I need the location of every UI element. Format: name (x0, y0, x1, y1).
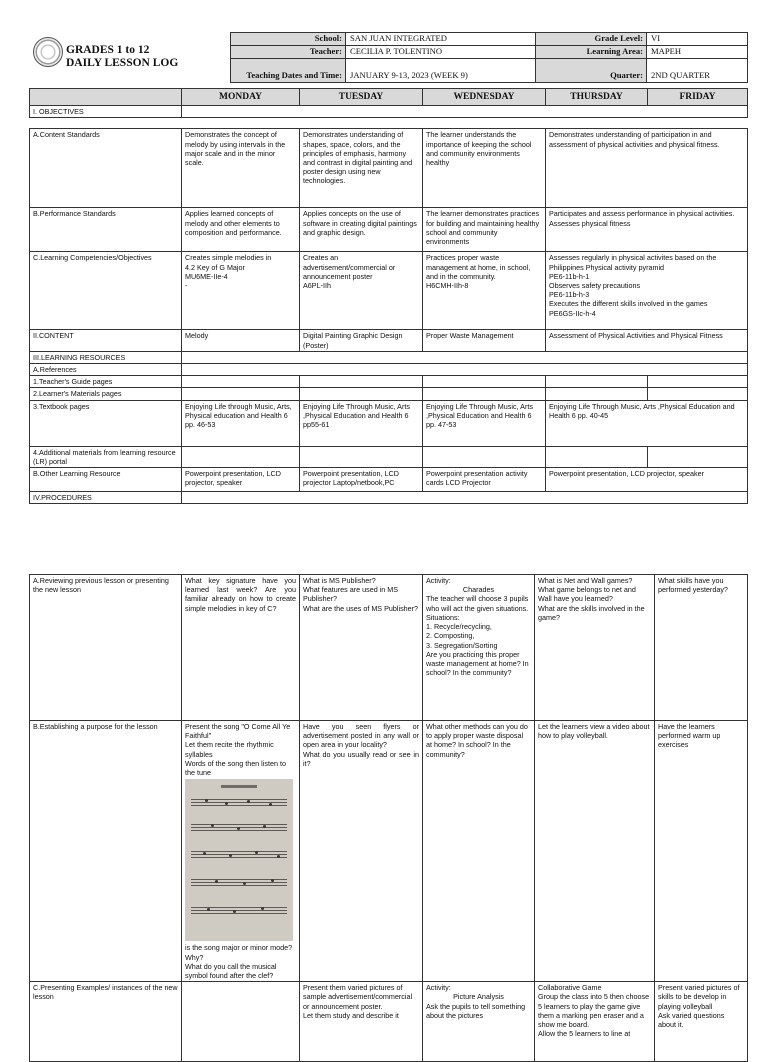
charades-body: The teacher will choose 3 pupils who will act the given situations. Situations: 1. Recycle/recycling, 2. Composting, 3. Segregation/Sorting Are you practicing this proper waste management at home? In school? In the community? (426, 594, 529, 678)
day-header-row (30, 89, 748, 106)
presenting-examples-thu: Collaborative Game Group the class into 5 then choose 5 learners to play the game give them a marking pen eraser and a show me board. Allow the 5 learners to line at (535, 982, 655, 1062)
content-mon: Melody (182, 330, 300, 351)
learners-materials-tue (300, 388, 423, 400)
content-standards-thu-fri: Demonstrates understanding of participation in and assessment of physical activities and physical fitness. (546, 129, 748, 208)
reviewing-lesson-thu: What is Net and Wall games? What game belongs to net and Wall have you learned? What are the skills involved in the game? (535, 575, 655, 721)
title-line1: GRADES 1 to 12 (66, 44, 150, 56)
content-thu-fri: Assessment of Physical Activities and Physical Fitness (546, 330, 748, 351)
dates-value: JANUARY 9-13, 2023 (WEEK 9) (346, 58, 536, 82)
reviewing-lesson-mon: What key signature have you learned last week? Are you familiar already on how to create simple melodies in key of C? (182, 575, 300, 721)
textbook-thu-fri: Enjoying Life Through Music, Arts ,Physical Education and Health 6 pp. 40-45 (546, 400, 748, 446)
day-thursday: THURSDAY (546, 89, 648, 106)
presenting-examples-tue: Present them varied pictures of sample advertisement/commercial or announcement poster. Let them study and describe it (300, 982, 423, 1062)
dates-label: Teaching Dates and Time: (231, 58, 346, 82)
grade-label: Grade Level: (536, 33, 647, 46)
competencies-tue: Creates an advertisement/commercial or announcement poster A6PL-IIh (300, 252, 423, 330)
song-questions: is the song major or minor mode? Why? What do you call the musical symbol found after the clef? (185, 943, 293, 980)
learners-materials-fri (648, 388, 748, 400)
objectives-cell (182, 106, 748, 118)
content-standards-label: A.Content Standards (30, 129, 182, 208)
presenting-examples-fri: Present varied pictures of skills to be develop in playing volleyball Ask varied questions about it. (655, 982, 748, 1062)
procedures-label: IV.PROCEDURES (30, 492, 182, 504)
title-line2: DAILY LESSON LOG (66, 56, 179, 69)
day-header-blank (30, 89, 182, 106)
learners-materials-label: 2.Learner's Materials pages (30, 388, 182, 400)
day-tuesday: TUESDAY (300, 89, 423, 106)
textbook-mon: Enjoying Life through Music, Arts, Physical education and Health 6 pp. 46-53 (182, 400, 300, 446)
resources-cell (182, 351, 748, 363)
procedures-cell (182, 492, 748, 504)
picture-analysis-title: Picture Analysis (453, 992, 504, 1002)
textbook-tue: Enjoying Life Through Music, Arts ,Physical Education and Health 6 pp55-61 (300, 400, 423, 446)
reviewing-lesson-tue: What is MS Publisher? What features are used in MS Publisher? What are the uses of MS Publisher? (300, 575, 423, 721)
charades-title: Charades (462, 585, 495, 595)
content-standards-wed: The learner understands the importance of keeping the school and community environments healthy (423, 129, 546, 208)
teachers-guide-fri (648, 376, 748, 388)
learners-materials-wed (423, 388, 546, 400)
competencies-wed: Practices proper waste management at home, in school, and in the community. H6CMH-IIh-8 (423, 252, 546, 330)
quarter-label: Quarter: (536, 58, 647, 82)
learners-materials-thu (546, 388, 648, 400)
school-value: SAN JUAN INTEGRATED (346, 33, 536, 46)
song-sheet-photo (185, 779, 293, 941)
establishing-purpose-tue: Have you seen flyers or advertisement posted in any wall or open area in your locality? What do you usually read or see in it? (300, 721, 423, 982)
additional-materials-fri (648, 446, 748, 467)
picture-analysis-heading: Activity: (426, 983, 451, 993)
area-value: MAPEH (647, 45, 748, 58)
additional-materials-label: 4.Additional materials from learning resource (LR) portal (30, 446, 182, 467)
reviewing-lesson-label: A.Reviewing previous lesson or presenting the new lesson (30, 575, 182, 721)
teachers-guide-thu (546, 376, 648, 388)
charades-activity-heading: Activity: (426, 576, 451, 585)
day-monday: MONDAY (182, 89, 300, 106)
additional-materials-mon (182, 446, 300, 467)
day-friday: FRIDAY (648, 89, 748, 106)
teacher-label: Teacher: (231, 45, 346, 58)
objectives-label: I. OBJECTIVES (30, 106, 182, 118)
establishing-purpose-wed: What other methods can you do to apply proper waste disposal at home? In school? In the community? (423, 721, 535, 982)
establishing-purpose-mon (182, 721, 300, 982)
performance-standards-mon: Applies learned concepts of melody and other elements to composition and performance. (182, 208, 300, 252)
performance-standards-tue: Applies concepts on the use of software in creating digital paintings and graphic design. (300, 208, 423, 252)
deped-seal-logo (33, 37, 63, 67)
references-label: A.References (30, 364, 182, 376)
lesson-log-table-bottom (29, 574, 748, 1062)
grade-value: VI (647, 33, 748, 46)
teachers-guide-mon (182, 376, 300, 388)
competencies-mon: Creates simple melodies in 4.2 Key of G Major MU6ME-IIe-4 - (182, 252, 300, 330)
day-wednesday: WEDNESDAY (423, 89, 546, 106)
lesson-log-table-top (29, 88, 748, 504)
other-resource-label: B.Other Learning Resource (30, 468, 182, 492)
learners-materials-mon (182, 388, 300, 400)
spacer-row (30, 118, 748, 129)
teachers-guide-tue (300, 376, 423, 388)
competencies-thu-fri: Assesses regularly in physical activites based on the Philippines Physical activity pyramid PE6-11b-h-1 Observes safety precautions PE6-11b-h-3 Executes the different skills involved in the games PE6GS-IIc-h-4 (546, 252, 748, 330)
establishing-purpose-thu: Let the learners view a video about how to play volleyball. (535, 721, 655, 982)
establishing-purpose-fri: Have the learners performed warm up exercises (655, 721, 748, 982)
teachers-guide-label: 1.Teacher's Guide pages (30, 376, 182, 388)
presenting-examples-label: C.Presenting Examples/ instances of the new lesson (30, 982, 182, 1062)
reviewing-lesson-fri: What skills have you performed yesterday? (655, 575, 748, 721)
presenting-examples-wed (423, 982, 535, 1062)
performance-standards-wed: The learner demonstrates practices for building and maintaining healthy school and community environments (423, 208, 546, 252)
references-cell (182, 364, 748, 376)
competencies-label: C.Learning Competencies/Objectives (30, 252, 182, 330)
content-wed: Proper Waste Management (423, 330, 546, 351)
textbook-label: 3.Textbook pages (30, 400, 182, 446)
additional-materials-thu (546, 446, 648, 467)
teacher-value: CECILIA P. TOLENTINO (346, 45, 536, 58)
school-label: School: (231, 33, 346, 46)
teachers-guide-wed (423, 376, 546, 388)
textbook-wed: Enjoying Life Through Music, Arts ,Physical Education and Health 6 pp. 47-53 (423, 400, 546, 446)
log-title (66, 44, 191, 70)
content-tue: Digital Painting Graphic Design (Poster) (300, 330, 423, 351)
content-standards-tue: Demonstrates understanding of shapes, space, colors, and the principles of emphasis, harmony and contrast in digital painting and poster design using new technologies. (300, 129, 423, 208)
area-label: Learning Area: (536, 45, 647, 58)
other-resource-thu-fri: Powerpoint presentation, LCD projector, speaker (546, 468, 748, 492)
content-label: II.CONTENT (30, 330, 182, 351)
other-resource-tue: Powerpoint presentation, LCD projector Laptop/netbook,PC (300, 468, 423, 492)
song-instructions: Present the song "O Come All Ye Faithful" Let them recite the rhythmic syllables Words of the song then listen to the tune (185, 722, 291, 778)
establishing-purpose-label: B.Establishing a purpose for the lesson (30, 721, 182, 982)
other-resource-wed: Powerpoint presentation activity cards LCD Projector (423, 468, 546, 492)
picture-analysis-body: Ask the pupils to tell something about the pictures (426, 1001, 526, 1020)
additional-materials-wed (423, 446, 546, 467)
content-standards-mon: Demonstrates the concept of melody by using intervals in the major scale and in the minor scale. (182, 129, 300, 208)
additional-materials-tue (300, 446, 423, 467)
other-resource-mon: Powerpoint presentation, LCD projector, speaker (182, 468, 300, 492)
performance-standards-label: B.Performance Standards (30, 208, 182, 252)
resources-label: III.LEARNING RESOURCES (30, 351, 182, 363)
presenting-examples-mon (182, 982, 300, 1062)
reviewing-lesson-wed (423, 575, 535, 721)
quarter-value: 2ND QUARTER (647, 58, 748, 82)
header-info-table (230, 32, 748, 83)
performance-standards-thu-fri: Participates and assess performance in physical activities. Assesses physical fitness (546, 208, 748, 252)
